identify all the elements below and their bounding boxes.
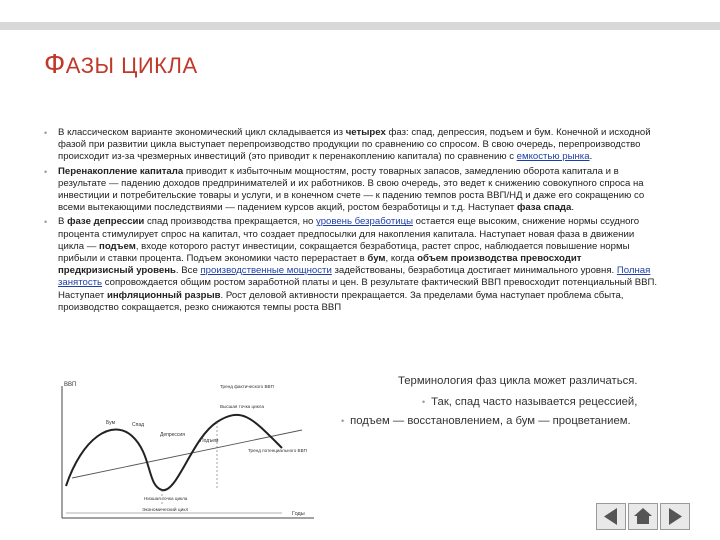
slide-body (44, 127, 658, 316)
phase-recession-label: Спад (132, 422, 145, 428)
bold-run: инфляционный разрыв (106, 289, 221, 301)
text-run: остается еще высоким, снижение нормы ссудного процента стимулирует спрос на капитал, что создает предпосылки для накопления капитала. Наступает новая фаза в движении цикла — (58, 216, 640, 252)
prev-slide-button[interactable] (596, 503, 626, 530)
trend-potential-label: Тренд потенциального ВВП (248, 448, 307, 453)
triangle-left-icon (597, 504, 625, 529)
bold-run: объем производства превосходит предкризисный уровень (58, 253, 582, 277)
text-run: спад производства прекращается, но (144, 216, 316, 228)
top-margin (0, 0, 720, 22)
paragraph-1 (44, 127, 658, 164)
bullet-icon: • (341, 416, 345, 426)
cycle-span-label: Экономический цикл (142, 508, 189, 513)
bullet-icon: • (44, 166, 48, 177)
text-run: . (571, 202, 575, 214)
phase-depression-label: Депрессия (160, 432, 185, 438)
phase-recovery-label: Подъем (200, 438, 219, 444)
text-run: В (58, 216, 68, 228)
note-line-2 (422, 396, 637, 408)
top-point-label: Высшая точка цикла (220, 404, 265, 409)
paragraph-3 (44, 216, 658, 314)
bold-run: бум (367, 253, 386, 265)
bullet-icon: • (44, 128, 48, 138)
text-run: задействованы, безработица достигает минимального уровня. (331, 265, 617, 277)
text-run: сопровождается общим ростом заработной платы и цен. В результате фактический ВВП превосходит потенциальный ВВП. Наступает (58, 277, 658, 301)
text-run: приводит к избыточным мощностям, росту товарных запасов, замедлению оборота капитала и в результате — падению доходов предпринимателей и их работников. В свою очередь, это ведет к снижению совокупного спроса на инвестиции и потребительские товары и услуги, и в конечном счете — к падению темпов роста ВВП/НД и даже его сокращению со всеми вытекающими последствиями — падением курсов акций, ростом безработицы и т.д. Наступает (58, 165, 645, 214)
home-button[interactable] (628, 503, 658, 530)
note-line-2-text: Так, спад часто называется рецессией, (431, 396, 638, 408)
triangle-right-icon (661, 504, 689, 529)
slide-title (44, 48, 198, 80)
note-line-1: Терминология фаз цикла может различаться. (398, 375, 638, 387)
text-run: . Все (175, 265, 201, 277)
title-first-letter: Ф (44, 48, 66, 79)
text-run: . Рост деловой активности прекращается. За пределами бума наступает проблема сбыта, производство сокращается, резко снижаются темпы роста ВВП (58, 289, 624, 313)
home-icon (629, 504, 657, 529)
text-run: фаз: спад, депрессия, подъем и бум. Конечной и исходной фазой при развитии цикла выступает перепроизводство продукции по сравнению со спросом. В свою очередь, перепроизводство происходит из-за чрезмерных инвестиций (это приводит к перенакоплению капитала) по сравнению с (58, 127, 651, 163)
note-line-3-text: подъем — восстановлением, а бум — процветанием. (350, 415, 631, 427)
text-run: В классическом варианте экономический цикл складывается из (58, 127, 346, 138)
bold-run: четырех (345, 127, 386, 138)
business-cycle-diagram (52, 378, 324, 528)
link-market-capacity[interactable]: емкостью рынка (516, 151, 590, 163)
trend-line (72, 430, 302, 478)
bold-run: Перенакопление капитала (58, 165, 184, 177)
link-full-employment[interactable]: Полная занятость (58, 265, 651, 289)
text-run: . (589, 151, 593, 163)
header-band (0, 22, 720, 30)
bullet-icon: • (422, 397, 426, 407)
text-run: , входе которого растут инвестиции, сокращается безработица, растет спрос, наблюдается повышение нормы прибыли и ставки процента. Подъем экономики часто перерастает в (58, 240, 630, 265)
next-slide-button[interactable] (660, 503, 690, 530)
paragraph-2 (44, 165, 658, 215)
title-rest: АЗЫ ЦИКЛА (65, 53, 198, 78)
bullet-icon: • (44, 217, 48, 228)
link-production-capacity[interactable]: производственные мощности (200, 265, 332, 277)
link-unemployment-level[interactable]: уровень безработицы (316, 216, 413, 228)
bold-run: фазе депрессии (67, 216, 145, 228)
phase-boom-label: Бум (106, 420, 116, 426)
y-axis-label: ВВП (64, 382, 77, 388)
trend-actual-label: Тренд фактического ВВП (220, 384, 274, 389)
note-line-3 (341, 415, 631, 427)
bold-run: подъем (99, 240, 136, 252)
low-point-label: Низшая точка цикла (144, 496, 188, 501)
x-axis-label: Годы (292, 511, 305, 517)
text-run: , когда (385, 253, 418, 265)
bold-run: фаза спада (516, 202, 572, 214)
